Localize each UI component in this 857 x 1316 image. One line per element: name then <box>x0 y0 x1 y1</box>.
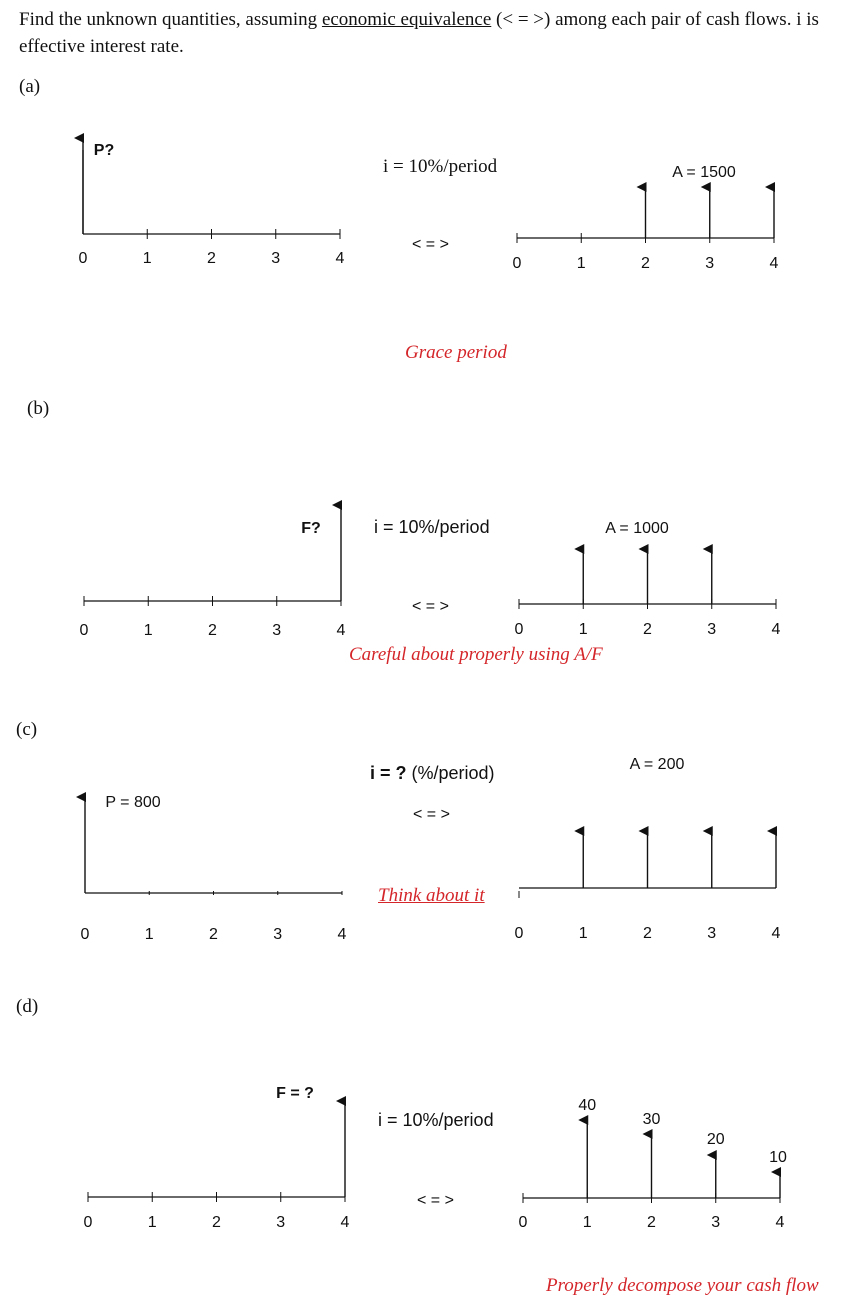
tick-label-d-right-4: 4 <box>775 1214 785 1231</box>
tick-label-c-right-3: 3 <box>707 925 717 942</box>
intro-text-start: Find the unknown quantities, assuming <box>19 9 322 30</box>
equivalence-symbol-a: < = > <box>412 236 449 253</box>
hint-think-about-it: Think about it <box>378 885 485 906</box>
tick-label-a-right-4: 4 <box>769 255 779 272</box>
equivalence-symbol-c: < = > <box>413 806 450 823</box>
part-label-c: (c) <box>16 719 38 740</box>
tick-label-d-left-3: 3 <box>276 1214 286 1231</box>
tick-label-b-right-1: 1 <box>578 621 588 638</box>
tick-label-c-left-4: 4 <box>337 926 347 943</box>
hint-grace-period: Grace period <box>405 342 507 363</box>
tick-label-a-left-4: 4 <box>335 250 345 267</box>
tick-label-b-left-0: 0 <box>79 622 89 639</box>
label-d-right-value-3: 20 <box>706 1131 725 1148</box>
tick-label-d-left-1: 1 <box>147 1214 157 1231</box>
diagram-root <box>79 138 787 1231</box>
tick-label-c-left-1: 1 <box>144 926 154 943</box>
tick-label-a-right-3: 3 <box>705 255 715 272</box>
label-d-right-value-4: 10 <box>769 1149 787 1166</box>
tick-label-b-left-4: 4 <box>336 622 346 639</box>
interest-rate-d: i = 10%/period <box>378 1110 494 1130</box>
tick-label-a-left-3: 3 <box>271 250 281 267</box>
label-b-left-F: F? <box>301 520 321 537</box>
tick-label-d-right-1: 1 <box>582 1214 592 1231</box>
intro-text-end: (< = >) among each pair of cash flows. i is effective interest rate. <box>19 9 819 57</box>
tick-label-c-left-0: 0 <box>80 926 90 943</box>
label-a-left-P: P? <box>93 142 115 159</box>
tick-label-d-left-4: 4 <box>340 1214 350 1231</box>
tick-label-d-right-3: 3 <box>711 1214 721 1231</box>
tick-label-d-right-2: 2 <box>647 1214 656 1231</box>
tick-label-b-right-2: 2 <box>643 621 652 638</box>
tick-label-b-right-0: 0 <box>514 621 524 638</box>
interest-unit: (%/period) <box>406 763 495 783</box>
label-c-left-P: P = 800 <box>105 794 161 811</box>
interest-rate-a: i = 10%/period <box>383 156 498 177</box>
label-d-left-F: F = ? <box>276 1085 314 1102</box>
tick-label-b-right-4: 4 <box>771 621 781 638</box>
tick-label-d-right-0: 0 <box>518 1214 528 1231</box>
interest-rate-b: i = 10%/period <box>374 517 490 537</box>
tick-label-c-right-2: 2 <box>643 925 652 942</box>
tick-label-b-left-1: 1 <box>143 622 153 639</box>
label-d-right-value-2: 30 <box>642 1111 661 1128</box>
tick-label-c-right-0: 0 <box>514 925 524 942</box>
tick-label-a-right-1: 1 <box>576 255 586 272</box>
tick-label-b-left-3: 3 <box>272 622 282 639</box>
label-c-right-A: A = 200 <box>629 756 685 773</box>
tick-label-a-left-1: 1 <box>142 250 152 267</box>
part-label-d: (d) <box>16 996 39 1017</box>
tick-label-b-right-3: 3 <box>707 621 717 638</box>
part-label-b: (b) <box>27 398 50 419</box>
tick-label-a-right-0: 0 <box>512 255 522 272</box>
label-d-right-value-1: 40 <box>578 1097 597 1114</box>
hint-af-usage: Careful about properly using A/F <box>349 644 603 665</box>
tick-label-c-right-4: 4 <box>771 925 781 942</box>
part-label-a: (a) <box>19 76 41 97</box>
tick-label-c-left-2: 2 <box>209 926 218 943</box>
interest-unknown: i = ? <box>370 763 407 783</box>
tick-label-a-left-0: 0 <box>78 250 88 267</box>
tick-label-c-right-1: 1 <box>578 925 588 942</box>
tick-label-b-left-2: 2 <box>208 622 217 639</box>
label-b-right-A: A = 1000 <box>605 520 669 537</box>
tick-label-a-left-2: 2 <box>207 250 216 267</box>
tick-label-c-left-3: 3 <box>273 926 283 943</box>
label-a-right-A: A = 1500 <box>672 164 736 181</box>
equivalence-symbol-b: < = > <box>412 598 449 615</box>
tick-label-d-left-0: 0 <box>83 1214 93 1231</box>
hint-decompose: Properly decompose your cash flow <box>546 1275 819 1296</box>
intro-underlined-term: economic equivalence <box>321 9 492 30</box>
tick-label-a-right-2: 2 <box>641 255 650 272</box>
tick-label-d-left-2: 2 <box>212 1214 221 1231</box>
equivalence-symbol-d: < = > <box>417 1192 454 1209</box>
